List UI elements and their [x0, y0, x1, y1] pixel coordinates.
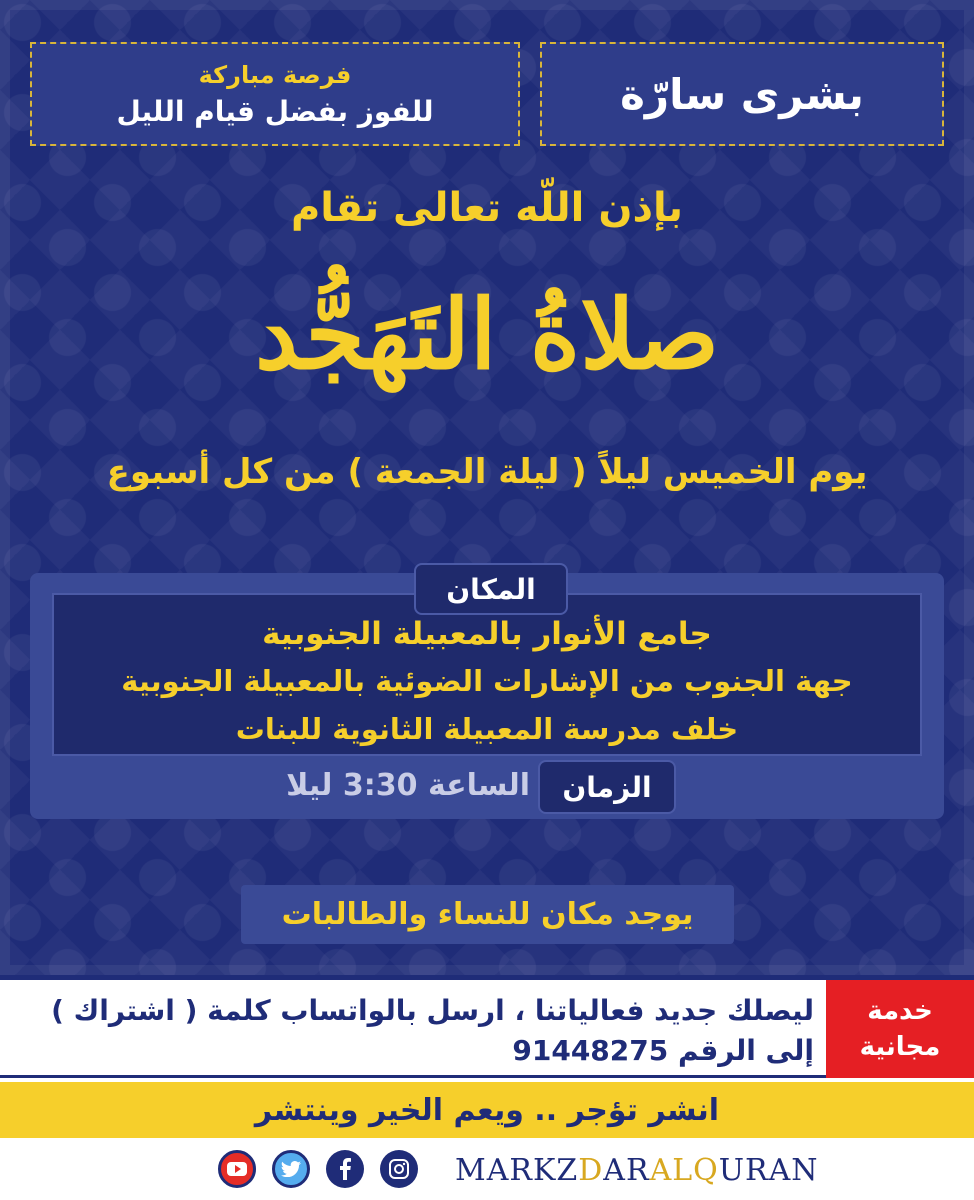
brand-part: MARKZ: [455, 1152, 579, 1188]
prayer-title: صلاةُ التَهَجُّد: [254, 278, 719, 391]
facebook-icon[interactable]: [326, 1150, 364, 1188]
opportunity-heading: فرصة مباركة: [198, 60, 352, 89]
blessed-opportunity-box: [30, 42, 520, 146]
place-landmark: خلف مدرسة المعبيلة الثانوية للبنات: [235, 712, 739, 746]
opportunity-subtext: للفوز بفضل قيام الليل: [116, 94, 434, 128]
brand-logo: [455, 1150, 819, 1190]
brand-part: AL: [649, 1152, 694, 1188]
brand-part: URAN: [718, 1152, 819, 1188]
share-banner: انشر تؤجر .. ويعم الخير وينتشر: [0, 1082, 974, 1138]
free-service-badge: [826, 980, 974, 1078]
time-value: الساعة 3:30 ليلا: [286, 768, 530, 803]
women-note: يوجد مكان للنساء والطالبات: [241, 885, 734, 944]
brand-part: D: [578, 1152, 604, 1188]
place-direction: جهة الجنوب من الإشارات الضوئية بالمعبيلة الجنوبية: [121, 664, 853, 698]
badge-line1: خدمة: [867, 996, 933, 1026]
youtube-icon[interactable]: [218, 1150, 256, 1188]
brand-part: Q: [693, 1152, 719, 1188]
good-news-title: بشرى سارّة: [620, 69, 864, 119]
brand-part: AR: [603, 1152, 650, 1188]
subscription-text: ليصلك جديد فعالياتنا ، ارسل بالواتساب كلمة ( اشتراك ): [51, 994, 814, 1027]
intro-text: بإذن اللّه تعالى تقام: [290, 185, 684, 231]
twitter-icon[interactable]: [272, 1150, 310, 1188]
place-label: المكان: [414, 563, 568, 615]
time-label: الزمان: [538, 760, 676, 814]
subscription-number: إلى الرقم 91448275: [512, 1034, 814, 1067]
good-news-box: [540, 42, 944, 146]
badge-line2: مجانية: [859, 1032, 941, 1062]
instagram-icon[interactable]: [380, 1150, 418, 1188]
day-text: يوم الخميس ليلاً ( ليلة الجمعة ) من كل أسبوع: [106, 452, 868, 492]
place-mosque: جامع الأنوار بالمعبيلة الجنوبية: [262, 616, 712, 652]
